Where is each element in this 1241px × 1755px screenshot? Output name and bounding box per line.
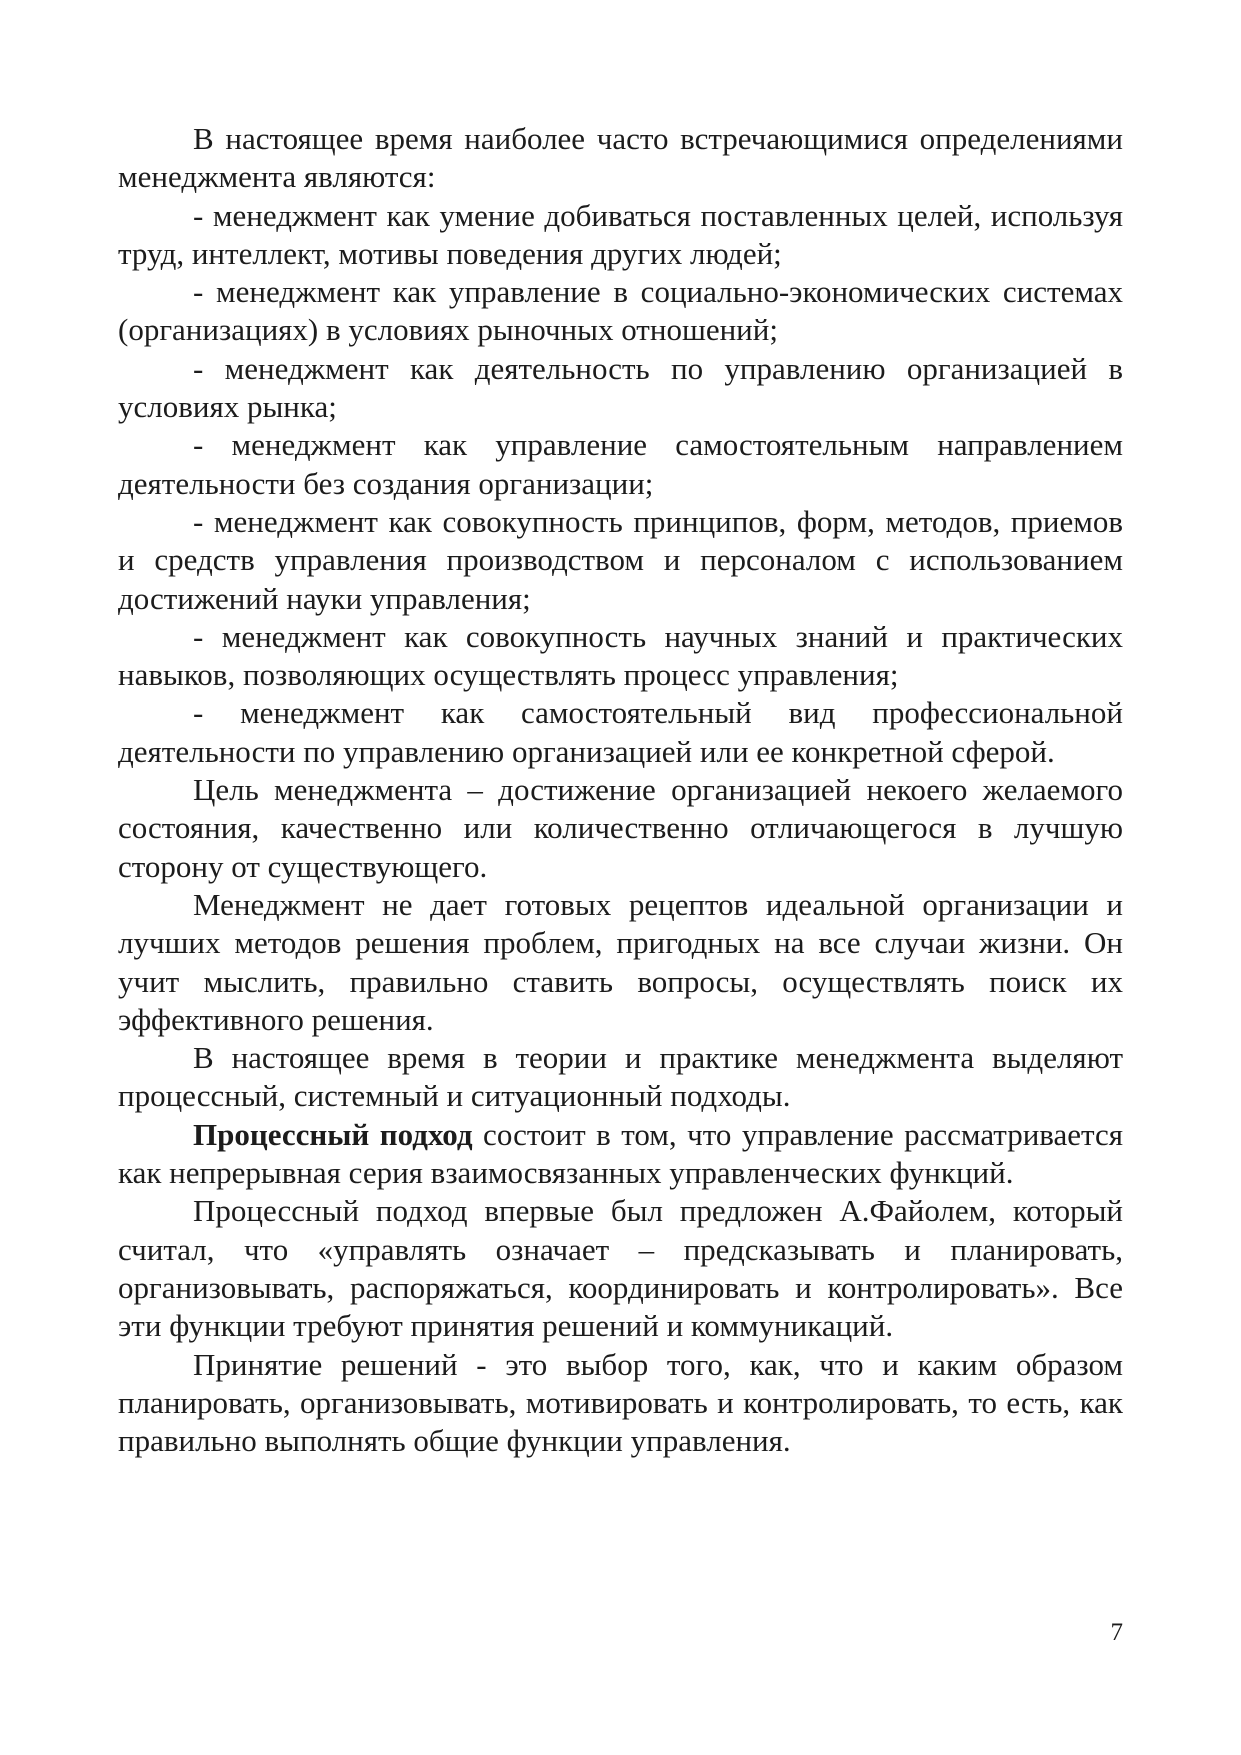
paragraph: В настоящее время наиболее часто встречающимися определениями менеджмента являются: [118,121,1123,195]
paragraph [118,1116,1123,1193]
paragraph: Менеджмент не дает готовых рецептов идеальной организации и лучших методов решения проблем, пригодных на все случаи жизни. Он учит мыслить, правильно ставить вопросы, осуществлять поиск их эффективного решения. [118,886,1123,1037]
bold-term: Процессный подход [193,1116,473,1152]
paragraph: Принятие решений - это выбор того, как, что и каким образом планировать, организовывать, мотивировать и контролировать, то есть, как правильно выполнять общие функции управления. [118,1346,1123,1459]
list-item: - менеджмент как управление в социально-экономических системах (организациях) в условиях рыночных отношений; [118,274,1123,348]
document-body [118,120,1123,1460]
paragraph: Цель менеджмента – достижение организацией некоего желаемого состояния, качественно или количественно отличающегося в лучшую сторону от существующего. [118,772,1123,884]
list-item: - менеджмент как деятельность по управлению организацией в условиях рынка; [118,350,1123,425]
list-item: - менеджмент как умение добиваться поставленных целей, используя труд, интеллект, мотивы поведения других людей; [118,197,1123,271]
paragraph: Процессный подход впервые был предложен А.Файолем, который считал, что «управлять означает – предсказывать и планировать, организовывать, распоряжаться, координировать и контролировать». Все эти функции требуют принятия решений и коммуникаций. [118,1193,1123,1344]
list-item: - менеджмент как самостоятельный вид профессиональной деятельности по управлению организацией или ее конкретной сферой. [118,695,1123,769]
list-item: - менеджмент как управление самостоятельным направлением деятельности без создания организации; [118,427,1123,501]
list-item: - менеджмент как совокупность научных знаний и практических навыков, позволяющих осуществлять процесс управления; [118,618,1123,693]
paragraph: В настоящее время в теории и практике менеджмента выделяют процессный, системный и ситуационный подходы. [118,1040,1123,1114]
list-item: - менеджмент как совокупность принципов, форм, методов, приемов и средств управления производством и персоналом с использованием достижений науки управления; [118,503,1123,616]
paragraph-text: состоит в том, что управление рассматривается как непрерывная серия взаимосвязанных управленческих функций. [118,1116,1123,1191]
page-number: 7 [1110,1619,1123,1646]
